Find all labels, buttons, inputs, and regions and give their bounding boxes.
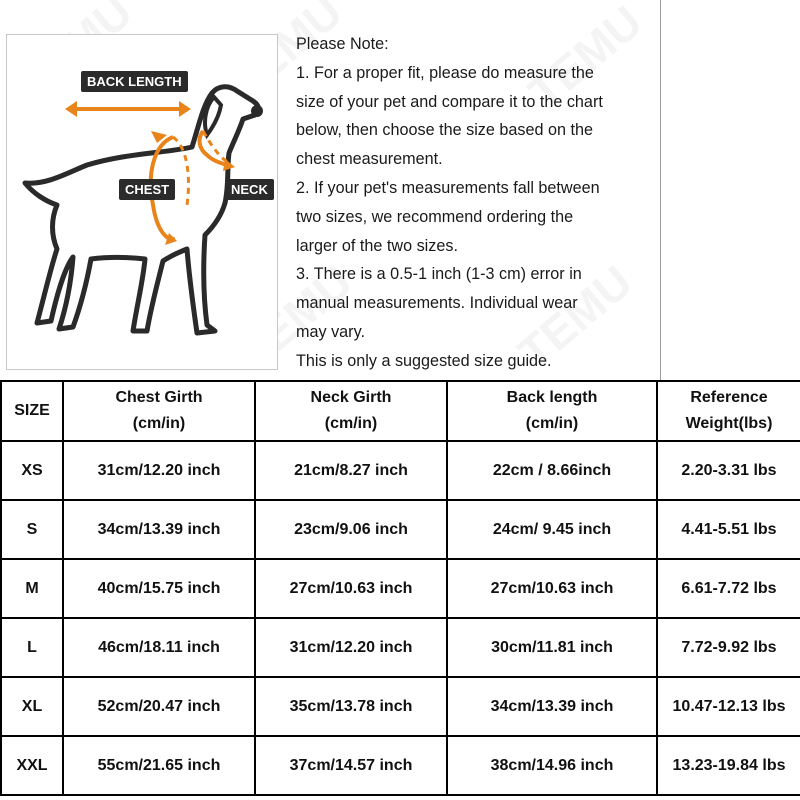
- header-chest-girth: Chest Girth (cm/in): [63, 381, 255, 441]
- size-cell: S: [1, 500, 63, 559]
- note-line: 1. For a proper fit, please do measure the: [296, 63, 594, 82]
- neck-cell: 21cm/8.27 inch: [255, 441, 447, 500]
- note-line: two sizes, we recommend ordering the: [296, 207, 574, 226]
- header-reference-weight: Reference Weight(lbs): [657, 381, 800, 441]
- size-cell: M: [1, 559, 63, 618]
- back-cell: 24cm/ 9.45 inch: [447, 500, 657, 559]
- chest-label: CHEST: [119, 179, 175, 200]
- note-line: manual measurements. Individual wear: [296, 294, 578, 313]
- weight-cell: 2.20-3.31 lbs: [657, 441, 800, 500]
- table-row: [1, 500, 800, 559]
- note-line: 2. If your pet's measurements fall between: [296, 178, 600, 197]
- table-row: [1, 559, 800, 618]
- chest-cell: 52cm/20.47 inch: [63, 677, 255, 736]
- note-line: may vary.: [296, 322, 365, 341]
- chest-cell: 40cm/15.75 inch: [63, 559, 255, 618]
- note-heading: Please Note:: [296, 35, 389, 53]
- neck-label: NECK: [225, 179, 274, 200]
- table-header-row: [1, 381, 800, 441]
- back-cell: 38cm/14.96 inch: [447, 736, 657, 795]
- back-cell: 30cm/11.81 inch: [447, 618, 657, 677]
- note-line: 3. There is a 0.5-1 inch (1-3 cm) error in: [296, 265, 582, 284]
- neck-cell: 27cm/10.63 inch: [255, 559, 447, 618]
- neck-cell: 23cm/9.06 inch: [255, 500, 447, 559]
- header-size: SIZE: [1, 381, 63, 441]
- weight-cell: 10.47-12.13 lbs: [657, 677, 800, 736]
- neck-cell: 35cm/13.78 inch: [255, 677, 447, 736]
- size-chart-table: [0, 380, 800, 796]
- chest-cell: 55cm/21.65 inch: [63, 736, 255, 795]
- note-line: chest measurement.: [296, 150, 443, 169]
- note-line: below, then choose the size based on the: [296, 121, 593, 140]
- dog-diagram: [6, 34, 278, 370]
- chest-cell: 31cm/12.20 inch: [63, 441, 255, 500]
- note-line: size of your pet and compare it to the chart: [296, 92, 603, 111]
- note-line: This is only a suggested size guide.: [296, 351, 552, 370]
- back-length-label: BACK LENGTH: [81, 71, 188, 92]
- weight-cell: 4.41-5.51 lbs: [657, 500, 800, 559]
- table-row: [1, 441, 800, 500]
- weight-cell: 7.72-9.92 lbs: [657, 618, 800, 677]
- chest-cell: 46cm/18.11 inch: [63, 618, 255, 677]
- chest-cell: 34cm/13.39 inch: [63, 500, 255, 559]
- size-note: [296, 30, 636, 376]
- table-row: [1, 677, 800, 736]
- size-cell: XXL: [1, 736, 63, 795]
- neck-cell: 37cm/14.57 inch: [255, 736, 447, 795]
- size-cell: XS: [1, 441, 63, 500]
- weight-cell: 6.61-7.72 lbs: [657, 559, 800, 618]
- header-back-length: Back length (cm/in): [447, 381, 657, 441]
- table-row: [1, 618, 800, 677]
- note-line: larger of the two sizes.: [296, 236, 458, 255]
- table-row: [1, 736, 800, 795]
- size-cell: L: [1, 618, 63, 677]
- neck-cell: 31cm/12.20 inch: [255, 618, 447, 677]
- back-cell: 34cm/13.39 inch: [447, 677, 657, 736]
- header-neck-girth: Neck Girth (cm/in): [255, 381, 447, 441]
- size-cell: XL: [1, 677, 63, 736]
- back-cell: 22cm / 8.66inch: [447, 441, 657, 500]
- weight-cell: 13.23-19.84 lbs: [657, 736, 800, 795]
- frame-divider: [660, 0, 661, 380]
- back-cell: 27cm/10.63 inch: [447, 559, 657, 618]
